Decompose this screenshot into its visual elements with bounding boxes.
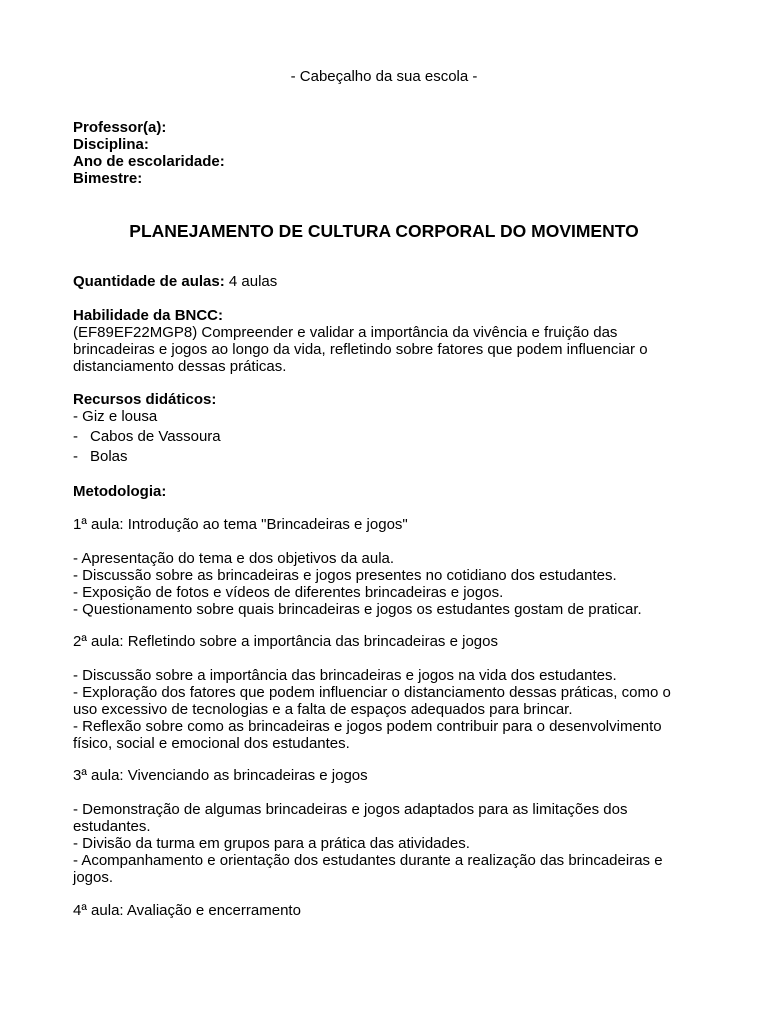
bimestre-label: Bimestre:: [73, 170, 143, 187]
list-item: - Exploração dos fatores que podem influenciar o distanciamento dessas práticas, como o uso excessivo de tecnologias e a falta de espaços adequados para brincar.: [73, 684, 671, 718]
recurso-item: Cabos de Vassoura: [90, 428, 221, 445]
aula1-items: [73, 550, 698, 618]
aula3-items: [73, 801, 698, 886]
quantidade-label: Quantidade de aulas:: [73, 273, 225, 290]
list-item: - Discussão sobre as brincadeiras e jogos presentes no cotidiano dos estudantes.: [73, 567, 617, 584]
list-item: [73, 428, 698, 445]
meta-fields: [73, 119, 225, 187]
quantidade-line: [73, 273, 698, 290]
quantidade-value: 4 aulas: [224, 273, 278, 290]
professor-label: Professor(a):: [73, 119, 167, 136]
list-dash: -: [73, 448, 78, 465]
list-item: - Apresentação do tema e dos objetivos da aula.: [73, 550, 395, 567]
document-title: PLANEJAMENTO DE CULTURA CORPORAL DO MOVIMENTO: [129, 221, 639, 241]
habilidade-text: (EF89EF22MGP8) Compreender e validar a importância da vivência e fruição das brincadeiras e jogos ao longo da vida, refletindo sobre fatores que podem influenciar o distanciamento dessas práticas.: [73, 324, 648, 375]
list-item: - Acompanhamento e orientação dos estudantes durante a realização das brincadeiras e jogos.: [73, 852, 663, 886]
aula2-items: [73, 667, 698, 752]
aula1-title: 1ª aula: Introdução ao tema "Brincadeiras e jogos": [73, 516, 408, 533]
aula2-title: 2ª aula: Refletindo sobre a importância das brincadeiras e jogos: [73, 633, 498, 650]
school-header: - Cabeçalho da sua escola -: [290, 68, 478, 85]
list-dash: -: [73, 428, 78, 445]
recursos-label: Recursos didáticos:: [73, 391, 217, 408]
list-item: - Demonstração de algumas brincadeiras e jogos adaptados para as limitações dos estudantes.: [73, 801, 628, 835]
ano-label: Ano de escolaridade:: [73, 153, 225, 170]
list-item: - Exposição de fotos e vídeos de diferentes brincadeiras e jogos.: [73, 584, 504, 601]
recurso-item: Bolas: [90, 448, 128, 465]
habilidade-section: [73, 307, 698, 375]
list-item: - Reflexão sobre como as brincadeiras e jogos podem contribuir para o desenvolvimento físico, social e emocional dos estudantes.: [73, 718, 662, 752]
habilidade-label: Habilidade da BNCC:: [73, 307, 224, 324]
list-item: [73, 448, 698, 465]
list-item: - Discussão sobre a importância das brincadeiras e jogos na vida dos estudantes.: [73, 667, 617, 684]
disciplina-label: Disciplina:: [73, 136, 149, 153]
aula4-title: 4ª aula: Avaliação e encerramento: [73, 902, 301, 919]
metodologia-label: Metodologia:: [73, 483, 167, 500]
recursos-section: [73, 391, 698, 465]
recursos-first-item: - Giz e lousa: [73, 408, 158, 425]
list-item: - Questionamento sobre quais brincadeiras e jogos os estudantes gostam de praticar.: [73, 601, 642, 618]
list-item: - Divisão da turma em grupos para a prática das atividades.: [73, 835, 470, 852]
aula3-title: 3ª aula: Vivenciando as brincadeiras e jogos: [73, 767, 368, 784]
